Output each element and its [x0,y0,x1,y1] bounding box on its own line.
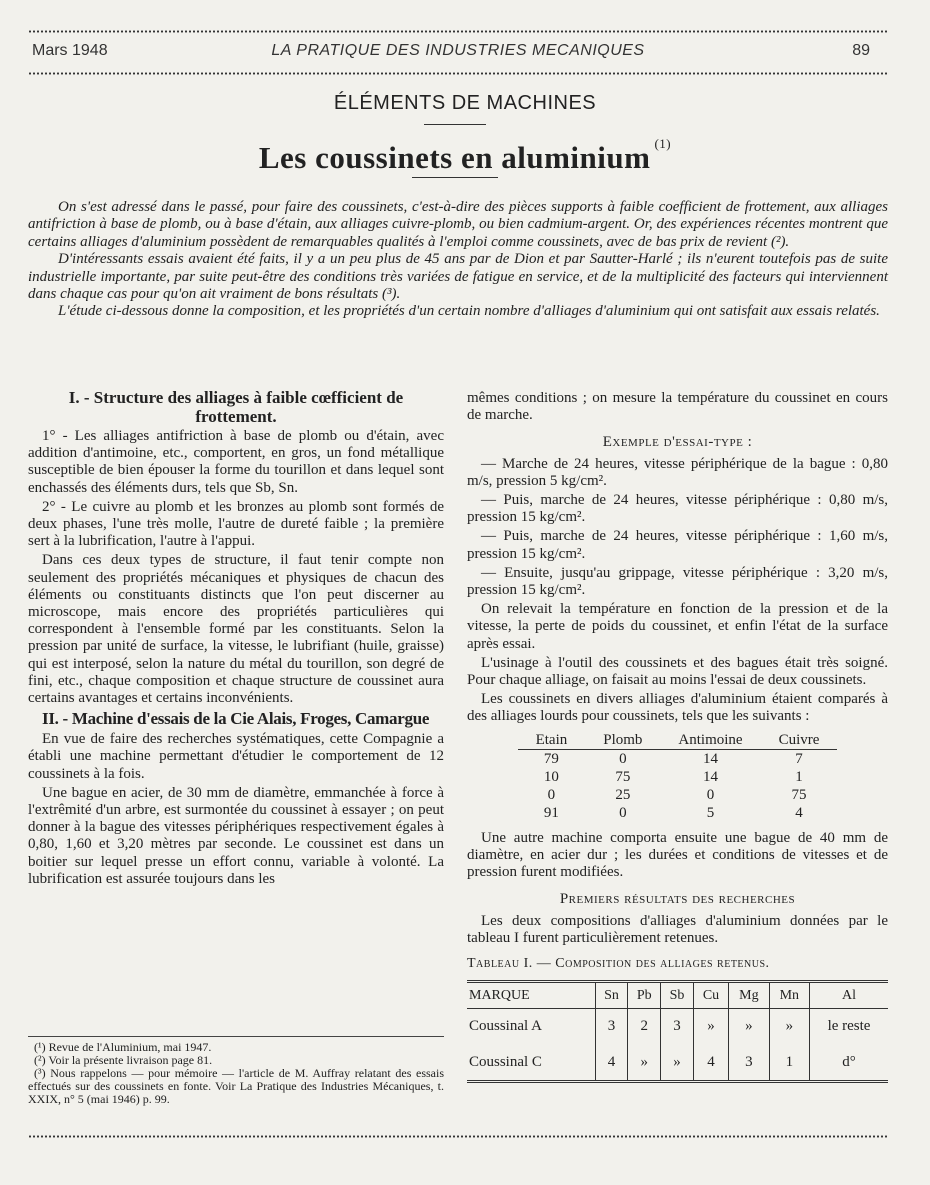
column-header: Cuivre [761,732,838,750]
table-cell: » [769,1009,809,1045]
column-header: Sn [595,982,628,1009]
column-header: Pb [628,982,661,1009]
table-cell: » [693,1009,728,1045]
body-paragraph: Une bague en acier, de 30 mm de diamètre, emmanchée à force à l'extrêmité d'un arbre, est surmontée du coussinet à essayer ; on peut donner à la bague des vitesses périphériques respectivement égales à 0,80, 1,60 et 3,20 mètres par seconde. Le coussinet est dans un boitier sur lequel presse un effort connu, variable à volonté. La lubrification est assurée toujours dans les [28,784,444,887]
issue-date: Mars 1948 [32,42,108,59]
column-header: Sb [661,982,694,1009]
intro-paragraph: D'intéressants essais avaient été faits, il y a un peu plus de 45 ans par de Dion et par Sautter-Harlé ; ils n'eurent toutefois pas de suite industrielle importante, par suite peut-être des conditions très variées de fatigue en service, et de la multiplicité des facteurs qui interviennent dans chaque cas pour qu'on ait vraiment de bons résultats (³). [28,251,888,303]
column-header: Cu [693,982,728,1009]
example-step: — Ensuite, jusqu'au grippage, vitesse périphérique : 3,20 m/s, pression 15 kg/cm². [467,564,888,599]
table-row [518,804,838,822]
table-cell: 79 [543,750,559,767]
body-paragraph: 2° - Le cuivre au plomb et les bronzes au plomb sont formés de deux phases, l'une très molle, l'autre de dureté faible ; la première sert à la lubrification, l'autre à l'appui. [28,498,444,550]
heavy-alloys-table [518,732,838,822]
column-header: Mn [769,982,809,1009]
column-header: Al [810,982,888,1009]
table-composition [467,980,888,1083]
footnotes [28,1036,444,1106]
right-column [467,390,888,1083]
table-cell: 3 [661,1009,694,1045]
section-title: ÉLÉMENTS DE MACHINES [333,92,597,114]
table-cell: 4 [795,804,803,821]
table-cell: 10 [543,768,559,785]
table-cell: le reste [810,1009,888,1045]
footnote: (¹) Revue de l'Aluminium, mai 1947. [34,1040,212,1054]
table-cell: 1 [769,1045,809,1082]
header-dotted-rule [28,72,888,75]
table-cell: » [661,1045,694,1082]
intro-paragraph: On s'est adressé dans le passé, pour faire des coussinets, c'est-à-dire des pièces supports à faible coefficient de frottement, aux alliages antifriction à base de plomb, ou à base d'étain, aux alliages cuivre-plomb, ou bien cadmium-argent. Or, des expériences récentes montrent que certains alliages d'aluminium possèdent de remarquables qualités à l'emploi comme coussinets, avec de bas prix de revient (²). [28,199,888,250]
body-paragraph: L'usinage à l'outil des coussinets et des bagues était très soigné. Pour chaque alliage, on faisait au moins l'essai de deux coussinets. [467,654,888,689]
heading-structure: I. - Structure des alliages à faible cœfficient de frottement. [68,388,404,426]
example-heading: Exemple d'essai-type : [602,434,753,451]
column-header: MARQUE [467,982,595,1009]
title-rule [412,177,498,178]
table-row [518,768,838,786]
example-step: — Puis, marche de 24 heures, vitesse périphérique : 0,80 m/s, pression 15 kg/cm². [467,492,888,526]
table-cell: 0 [619,804,627,821]
footnote: (²) Voir la présente livraison page 81. [34,1053,213,1067]
table-row [467,1009,888,1045]
article-title-text: Les coussinets en aluminium [258,140,651,175]
body-paragraph: Dans ces deux types de structure, il faut tenir compte non seulement des propriétés mécaniques et physiques de chacun des éléments ou constituants distincts que l'on peut discerner au microscope, mais encore des propriétés particulières qui correspondent à l'ensemble formé par les constituants. Selon la pression par unité de surface, la vitesse, le lubrifiant (huile, graisse) qui est interposé, selon la nature du métal du tourillon, son degré de fini, etc., chaque composition et chaque structure de coussinet aura certains avantages et certains inconvénients. [28,552,444,707]
body-paragraph: En vue de faire des recherches systématiques, cette Compagnie a établi une machine permettant d'étudier le comportement de 12 coussinets à la fois. [28,731,444,782]
table-cell: 1 [795,768,803,785]
intro-paragraph: L'étude ci-dessous donne la composition, et les propriétés d'un certain nombre d'alliages d'aluminium qui ont satisfait aux essais relatés. [58,303,880,320]
body-paragraph: 1° - Les alliages antifriction à base de plomb ou d'étain, avec addition d'antimoine, etc., comportent, en gros, un fond métallique susceptible de bien épouser la forme du tourillon et dans lequel sont enchassés des éléments durs, tels que Sb, Sn. [28,428,444,496]
body-paragraph: On relevait la température en fonction de la pression et de la vitesse, la perte de poids du coussinet, et enfin l'état de la surface après essai. [467,601,888,652]
table-cell: 3 [729,1045,769,1082]
table-cell: 4 [595,1045,628,1082]
section-rule [424,124,486,125]
example-step: — Puis, marche de 24 heures, vitesse périphérique : 1,60 m/s, pression 15 kg/cm². [467,528,888,562]
table-cell: » [628,1045,661,1082]
table-cell: Coussinal A [469,1018,542,1035]
article-title [0,136,930,176]
body-paragraph: Une autre machine comporta ensuite une bague de 40 mm de diamètre, en acier dur ; les durées et conditions de vitesses et de pression furent modifiées. [467,829,888,881]
table-cell: » [729,1009,769,1045]
table-cell: 25 [615,786,631,803]
table-row [467,1045,888,1082]
body-paragraph: Les deux compositions d'alliages d'aluminium données par le tableau I furent particulièrement retenues. [467,912,888,946]
running-header [28,40,888,62]
intro-abstract [28,199,888,321]
column-header: Plomb [585,732,660,750]
table-cell: d° [810,1045,888,1082]
table-row [518,786,838,804]
table1-caption: Tableau I. — Composition des alliages retenus. [467,956,770,972]
table-cell: 75 [615,768,631,785]
footnote: (³) Nous rappelons — pour mémoire — l'article de M. Auffray relatant des essais effectués sur des coussinets en fonte. Voir La Pratique des Industries Mécaniques, t. XXIX, n° 5 (mai 1946) p. 99. [28,1066,444,1106]
column-header: Etain [518,732,586,750]
table-row [518,749,838,768]
table-cell: 0 [706,786,715,803]
table-cell: 91 [543,804,559,821]
column-header: Mg [729,982,769,1009]
table-cell: Coussinal C [469,1053,542,1070]
body-paragraph: Les coussinets en divers alliages d'aluminium étaient comparés à des alliages lourds pour coussinets, tels que les suivants : [467,691,888,725]
table-cell: 75 [791,786,807,803]
bottom-dotted-rule [28,1135,888,1138]
table-cell: 3 [595,1009,628,1045]
table-cell: 4 [693,1045,728,1082]
title-footnote-ref: (1) [654,136,672,151]
table-cell: 14 [703,750,718,767]
table-cell: 0 [547,786,556,803]
column-header: Antimoine [660,732,760,750]
example-step: — Marche de 24 heures, vitesse périphérique de la bague : 0,80 m/s, pression 5 kg/cm². [467,455,888,489]
table-cell: 14 [703,768,718,785]
table-cell: 0 [619,750,627,767]
left-column [28,388,444,890]
table-cell: 5 [706,804,715,821]
heading-machine: II. - Machine d'essais de la Cie Alais, Froges, Camargue [42,709,430,729]
top-dotted-rule [28,30,888,33]
table-cell: 7 [795,750,803,767]
page-number: 89 [852,42,870,59]
journal-title: LA PRATIQUE DES INDUSTRIES MECANIQUES [271,42,645,59]
table-cell: 2 [628,1009,661,1045]
body-paragraph: mêmes conditions ; on mesure la température du coussinet en cours de marche. [467,390,888,424]
results-heading: Premiers résultats des recherches [559,891,796,908]
